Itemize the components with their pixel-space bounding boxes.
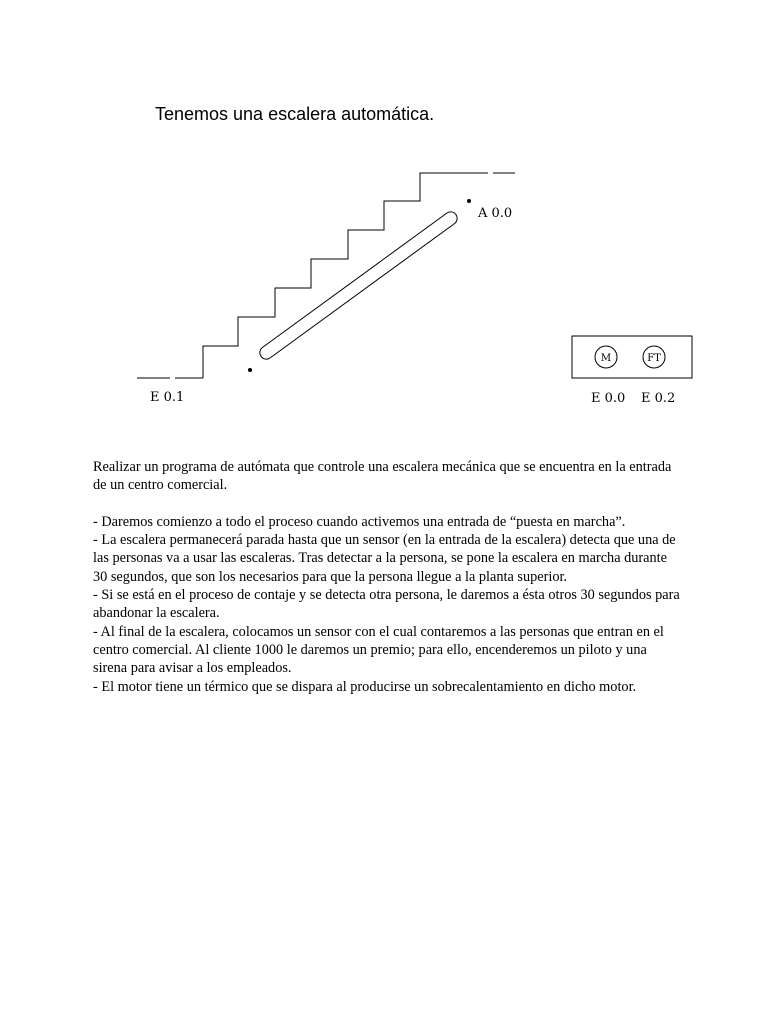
panel-label-motor: E 0.0 [591, 391, 626, 406]
thermal-button-label: FT [647, 353, 661, 364]
page-title: Tenemos una escalera automática. [155, 104, 435, 124]
staircase-steps [203, 173, 488, 378]
list-item: - Si se está en el proceso de contaje y se detecta otra persona, le daremos a ésta otros 30 segundos para abandonar la escalera. [93, 587, 680, 622]
sensor-label-top: A 0.0 [478, 206, 513, 221]
intro-paragraph: Realizar un programa de autómata que controle una escalera mecánica que se encuentra en la entrada de un centro comercial. [93, 459, 672, 494]
exercise-description [93, 458, 683, 696]
escalator-belt [257, 209, 459, 361]
panel-label-thermal: E 0.2 [641, 391, 676, 406]
sensor-label-bottom: E 0.1 [150, 390, 185, 405]
motor-button-label: M [600, 353, 612, 364]
list-item: - Al final de la escalera, colocamos un sensor con el cual contaremos a las personas que entran en el centro comercial. Al cliente 1000 le daremos un premio; para ello, encenderemos un piloto y una sirena para avisar a los empleados. [93, 623, 664, 677]
control-panel [572, 336, 692, 378]
belt-pulley-top [467, 199, 471, 203]
escalator-diagram [0, 0, 768, 440]
belt-pulley-bottom [248, 368, 252, 372]
list-item: - Daremos comienzo a todo el proceso cuando activemos una entrada de “puesta en marcha”. [93, 513, 626, 530]
list-item: - El motor tiene un térmico que se dispara al producirse un sobrecalentamiento en dicho motor. [93, 678, 637, 695]
list-item: - La escalera permanecerá parada hasta que un sensor (en la entrada de la escalera) detecta que una de las personas va a usar las escaleras. Tras detectar a la persona, se pone la escalera en marcha durante 30 segundos, que son los necesarios para que la persona llegue a la planta superior. [93, 532, 676, 585]
